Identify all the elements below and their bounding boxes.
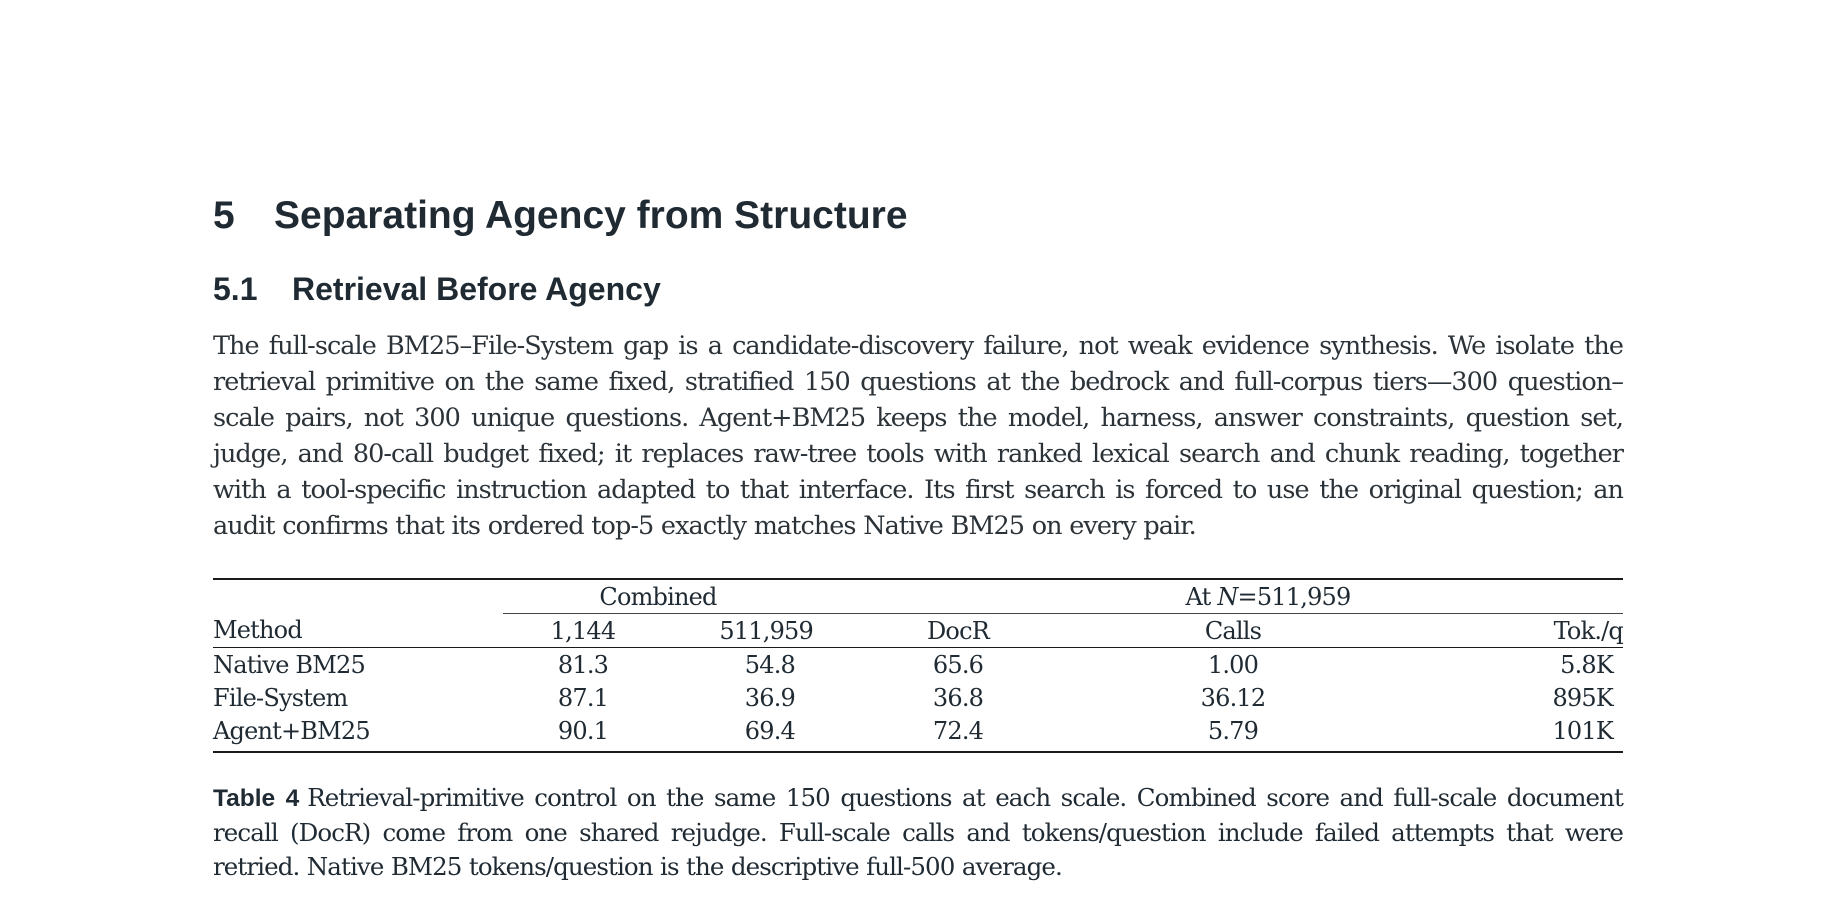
section-number: 5	[213, 194, 235, 237]
cell-docr: 72.4	[813, 714, 1103, 752]
subsection-number: 5.1	[213, 271, 258, 307]
cell-docr: 65.6	[932, 650, 984, 679]
cell-calls: 36.12	[1200, 683, 1266, 712]
col-calls: Calls	[1103, 614, 1363, 648]
cell-511959: 69.4	[663, 714, 813, 752]
col-511959: 511,959	[663, 614, 813, 648]
paper-page	[213, 190, 1623, 884]
subsection-heading	[213, 268, 1623, 310]
cell-1144: 81.3	[557, 650, 609, 679]
caption-text: Retrieval-primitive control on the same 150 questions at each scale. Combined score and full-scale document recall (DocR) come from one shared rejudge. Full-scale calls and tokens/question include failed attempts that were retried. Native BM25 tokens/question is the descriptive full-500 average.	[213, 783, 1623, 881]
section-title: Separating Agency from Structure	[274, 194, 908, 237]
table-column-header	[213, 614, 1623, 648]
group-combined-label: Combined	[599, 582, 717, 611]
col-tokq: Tok./q	[1363, 614, 1623, 648]
group-at-prefix: At	[1185, 582, 1218, 611]
table-row	[213, 648, 1623, 682]
cell-method: Native BM25	[213, 650, 365, 679]
group-at-suffix: =511,959	[1237, 582, 1351, 611]
results-table	[213, 578, 1623, 753]
cell-1144: 90.1	[503, 714, 663, 752]
table-caption	[213, 781, 1623, 884]
caption-label: Table 4	[213, 785, 300, 812]
cell-1144: 87.1	[557, 683, 609, 712]
table-row	[213, 714, 1623, 752]
cell-tokq: 895K	[1552, 683, 1613, 712]
cell-511959: 36.9	[744, 683, 795, 712]
table-group-header	[213, 580, 1623, 614]
body-paragraph: The full-scale BM25–File-System gap is a candidate-discovery failure, not weak evidence synthesis. We isolate the retrieval primitive on the same fixed, stratified 150 questions at the bedrock and full-corpus tiers—300 question–scale pairs, not 300 unique questions. Agent+BM25 keeps the model, harness, answer constraints, question set, judge, and 80-call budget fixed; it replaces raw-tree tools with ranked lexical search and chunk reading, together with a tool-specific instruction adapted to that interface. Its first search is forced to use the original question; an audit confirms that its ordered top-5 exactly matches Native BM25 on every pair.	[213, 331, 1623, 541]
col-1144: 1,144	[503, 614, 663, 648]
section-heading	[213, 190, 1623, 242]
cell-tokq: 101K	[1363, 714, 1623, 752]
cell-method: File-System	[213, 683, 348, 712]
subsection-title: Retrieval Before Agency	[292, 271, 661, 307]
cell-calls: 1.00	[1207, 650, 1259, 679]
cell-method: Agent+BM25	[213, 714, 503, 752]
cell-511959: 54.8	[744, 650, 795, 679]
group-at-var: N	[1217, 582, 1238, 611]
group-at-n	[813, 580, 1623, 614]
table-row	[213, 681, 1623, 714]
cell-tokq: 5.8K	[1560, 650, 1613, 679]
cell-docr: 36.8	[932, 683, 984, 712]
cell-calls: 5.79	[1103, 714, 1363, 752]
group-combined	[503, 580, 813, 614]
col-method: Method	[213, 614, 503, 648]
col-docr: DocR	[813, 614, 1103, 648]
